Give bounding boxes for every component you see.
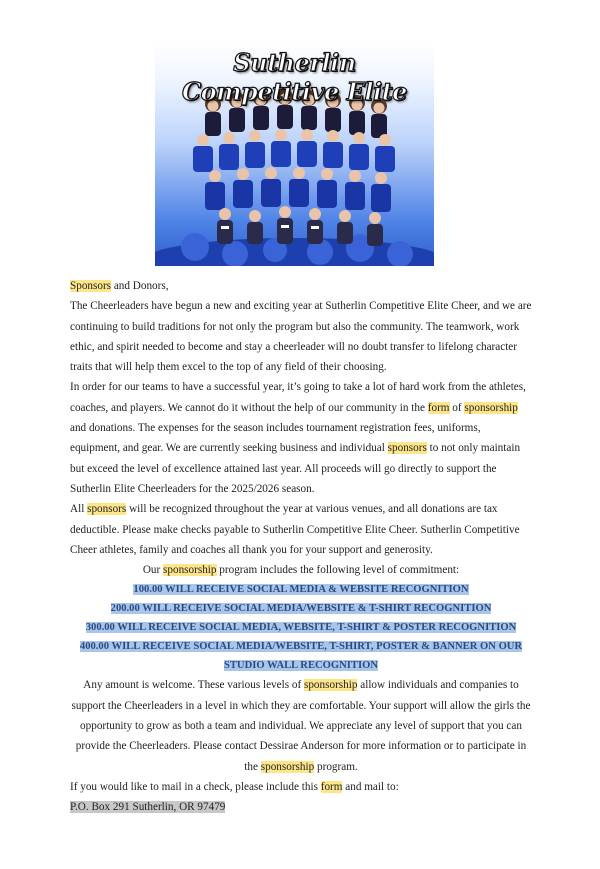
tier-100 bbox=[70, 580, 532, 599]
tier-400 bbox=[70, 637, 532, 656]
text-run: In order for our teams to have a successful year, it’s going to take a lot of hard work from the athletes, coaches, and players. We cannot do it without the help of our community in the bbox=[70, 381, 526, 414]
highlighted-term: sponsorship bbox=[464, 401, 518, 414]
highlighted-term: sponsorship bbox=[303, 679, 358, 692]
text-run: program includes the following level of commitment: bbox=[216, 564, 460, 577]
paragraph-intro: The Cheerleaders have begun a new and exciting year at Sutherlin Competitive Elite Cheer, and we are continuing to build traditions for not only the program but also the community. The teamwork, work ethic, and spirit needed to become and stay a cheerleader will no doubt transfer to lifelong character traits that will help them excel to the top of any field of their choosing. bbox=[70, 300, 532, 374]
mailing-address bbox=[70, 797, 532, 817]
team-logo-title: Sutherlin Competitive Elite bbox=[182, 48, 407, 106]
letter-body bbox=[70, 276, 532, 818]
team-photo bbox=[155, 42, 434, 266]
highlighted-term: sponsorship bbox=[260, 760, 315, 773]
tier-400-continued bbox=[70, 656, 532, 675]
text-run: allow individuals and companies to support the Cheerleaders in a level in which they are comfortable. Your support will allow the girls the opportunity to grow as both a team and individual. We appreciate any level of support that you can provide the Cheerleaders. Please contact Dessirae Anderson for more information or to participate in the bbox=[71, 679, 531, 773]
tier-text: 200.00 WILL RECEIVE SOCIAL MEDIA/WEBSITE & T-SHIRT RECOGNITION bbox=[110, 603, 492, 615]
paragraph-recognition bbox=[70, 499, 532, 560]
text-run: of bbox=[449, 401, 465, 414]
paragraph-request bbox=[70, 377, 532, 499]
text-run: Any amount is welcome. These various levels of bbox=[83, 679, 304, 692]
text-run: If you would like to mail in a check, please include this bbox=[70, 780, 321, 793]
text-run: will be recognized throughout the year at various venues, and all donations are tax deductible. Please make checks payable to Sutherlin Competitive Elite Cheer. Sutherlin Competitive Cheer athletes, family and coaches all thank you for your support and generosity. bbox=[70, 503, 520, 556]
highlighted-term: sponsors bbox=[87, 503, 127, 516]
text-run: All bbox=[70, 503, 88, 516]
text-run: and mail to: bbox=[342, 780, 399, 793]
highlighted-term: form bbox=[427, 401, 450, 414]
highlighted-term: sponsorship bbox=[163, 564, 217, 577]
mail-instructions bbox=[70, 777, 532, 797]
program-intro bbox=[70, 560, 532, 580]
text-run: Our bbox=[142, 564, 164, 577]
tier-text: 300.00 WILL RECEIVE SOCIAL MEDIA, WEBSITE, T-SHIRT & POSTER RECOGNITION bbox=[85, 622, 517, 634]
text-run: and donations. The expenses for the season includes tournament registration fees, uniforms, equipment, and gear. We are currently seeking business and individual bbox=[70, 422, 481, 455]
paragraph-any-amount bbox=[70, 675, 532, 776]
address-text: P.O. Box 291 Sutherlin, OR 97479 bbox=[70, 801, 226, 814]
tier-200 bbox=[70, 599, 532, 618]
tier-text: 100.00 WILL RECEIVE SOCIAL MEDIA & WEBSITE RECOGNITION bbox=[133, 584, 469, 596]
text-run: program. bbox=[314, 760, 358, 773]
highlighted-term: sponsors bbox=[387, 442, 427, 455]
highlighted-term: Sponsors bbox=[70, 280, 112, 292]
highlighted-term: form bbox=[320, 780, 343, 793]
greeting-text: and Donors, bbox=[111, 280, 169, 292]
tier-text: 400.00 WILL RECEIVE SOCIAL MEDIA/WEBSITE, T-SHIRT, POSTER & BANNER ON OUR bbox=[79, 641, 523, 653]
tier-300 bbox=[70, 618, 532, 637]
greeting bbox=[70, 276, 532, 296]
text-run: to not only maintain but exceed the level of excellence attained last year. All proceeds will go directly to support the Sutherlin Elite Cheerleaders for the 2025/2026 season. bbox=[70, 442, 521, 495]
tier-text: STUDIO WALL RECOGNITION bbox=[223, 660, 379, 672]
